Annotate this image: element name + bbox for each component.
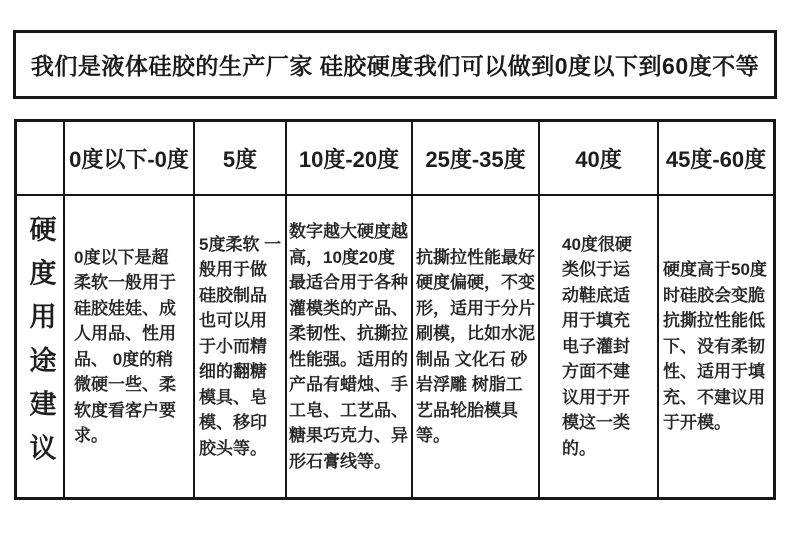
hardness-usage-table [14,119,776,500]
column-header-0: 0度以下-0度 [65,122,193,194]
usage-cell-1 [195,196,285,497]
usage-text-4: 40度很硬类似于运动鞋底适用于填充电子灌封方面不建议用于开模这一类的。 [562,234,632,458]
column-header-1: 5度 [195,122,285,194]
intro-banner-text: 我们是液体硅胶的生产厂家 硅胶硬度我们可以做到0度以下到60度不等 [30,53,760,79]
usage-cell-3 [413,196,538,497]
usage-cell-5 [659,196,773,497]
row-label-vertical: 硬度用途建议 [17,196,63,497]
column-header-3: 25度-35度 [413,122,538,194]
usage-text-0: 0度以下是超柔软一般用于硅胶娃娃、成人用品、性用品、 0度的稍微硬一些、柔软度看客户要求。 [74,247,176,445]
column-header-4: 40度 [540,122,657,194]
usage-cell-0 [65,196,193,497]
usage-text-1: 5度柔软 一般用于做硅胶制品也可以用于小而精细的翻糖模具、皂模、移印胶头等。 [199,234,282,458]
usage-text-5: 硬度高于50度时硅胶会变脆抗撕拉性能低下、没有柔韧性、适用于填充、不建议用于开模。 [663,260,767,433]
column-header-2: 10度-20度 [287,122,411,194]
corner-cell [17,122,63,194]
usage-cell-2 [287,196,411,497]
usage-text-2: 数字越大硬度越高，10度20度最适合用于各种灌模类的产品、柔韧性、抗撕拉性能强。适用的产品有蜡烛、手工皂、工艺品、糖果巧克力、异形石膏线等。 [289,222,408,471]
usage-cell-4 [540,196,657,497]
intro-banner [13,30,777,99]
column-header-5: 45度-60度 [659,122,773,194]
usage-text-3: 抗撕拉性能最好硬度偏硬，不变形，适用于分片刷模，比如水泥制品 文化石 砂岩浮雕 树脂工艺品轮胎模具等。 [416,247,535,445]
